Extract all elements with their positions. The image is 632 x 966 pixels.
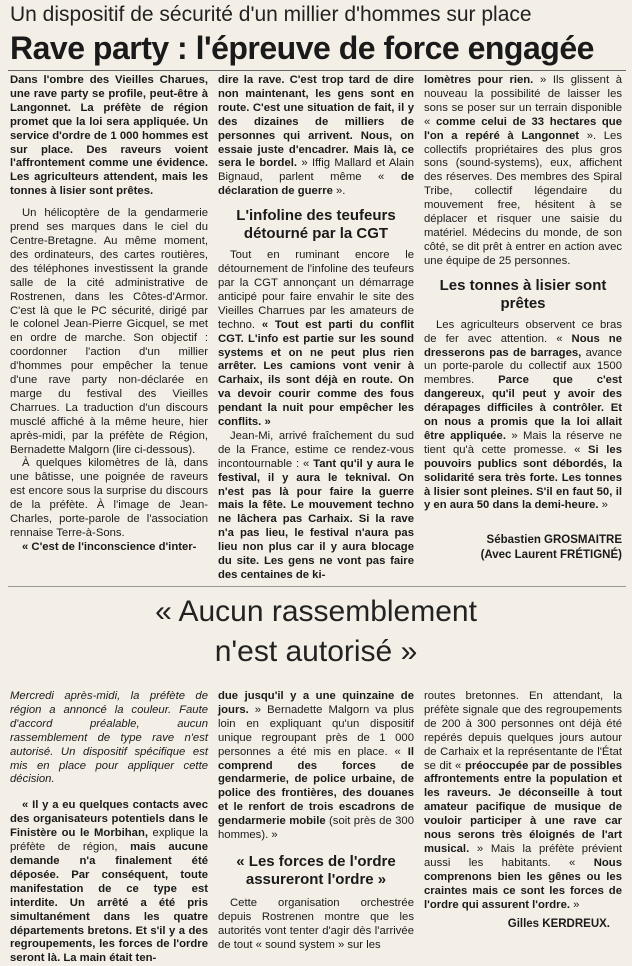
second-column-2 bbox=[218, 690, 414, 953]
article-paragraph: Cette organisation orchestrée depuis Rostrenen montre que les autorités vont tenter d'agir dès l'arrivée de tout « sound system » sur les bbox=[218, 896, 414, 951]
article-paragraph: due jusqu'il y a une quinzaine de jours. » Bernadette Malgorn va plus loin en expliquant qu'un dispositif unique regroupant près de 1 000 personnes a été mis en place. « Il comprend des forces de gendarmerie, de police urbaine, de police des frontières, des douanes et le renfort de trois escadrons de gendarmerie mobile (soit près de 300 hommes). » bbox=[218, 690, 414, 842]
headline-rule bbox=[8, 70, 626, 71]
article-paragraph: Les agriculteurs observent ce bras de fer avec attention. « Nous ne dresserons pas de barrages, avance un porte-parole du collectif aux 1500 membres. Parce que c'est dangereux, qu'il peut y avoir des dérapages difficiles à contrôler. Et on nous a promis que la loi allait être appliquée. » Mais la réserve ne tient qu'à cette promesse. « Si les pouvoirs publics sont débordés, la solidarité sera très forte. Les tonnes à lisier sont pleines. S'il en faut 50, il y en aura 50 dans la demi-heure. » bbox=[424, 318, 622, 512]
article-column-3 bbox=[424, 74, 622, 563]
second-column-1 bbox=[10, 690, 208, 966]
article-kicker: Un dispositif de sécurité d'un millier d'hommes sur place bbox=[10, 3, 532, 26]
article-coauthor: (Avec Laurent FRÉTIGNÉ) bbox=[480, 549, 622, 562]
article-paragraph: À quelques kilomètres de là, dans une bâtisse, une poignée de raveurs est encore sous la surprise du discours de la préfète. À l'image de Jean-Charles, porte-parole de l'association rennaise Terre-à-Sons. bbox=[10, 457, 208, 539]
article-paragraph: Tout en ruminant encore le détournement de l'infoline des teufeurs par la CGT annonçant un démarrage anticipé pour faire envahir le site des Vieilles Charrues par les amateurs de techno. « Tout est parti du conflit CGT. L'info est partie sur les sound systems et on ne peut plus rien arrêter. Les camions vont venir à Carhaix, ils sont déjà en route. On va devoir courir comme des fous pendant la nuit pour empêcher les conflits. » bbox=[218, 249, 414, 429]
article-subhead: Les tonnes à lisier sont prêtes bbox=[439, 276, 607, 312]
article-paragraph: Jean-Mi, arrivé fraîchement du sud de la France, estime ce rendez-vous incontournable : « Tant qu'il y aura le festival, il y aura le teknival. On n'est pas là pour faire la guerre mais la fête. Le mouvement techno ne lâchera pas Carhaix. Si la rave n'a pas lieu, le festival n'aura pas lieu non plus car il y aura blocage du site. Les gens ne vont pas faire des centaines de ki- bbox=[218, 429, 414, 581]
second-column-3 bbox=[424, 690, 622, 913]
article-paragraph: routes bretonnes. En attendant, la préfète signale que des regroupements de 200 à 300 personnes ont déjà été repérés depuis quelques jours autour de Carhaix et la représentante de l'État se dit « préoccupée par de possibles affrontements entre la population et les raveurs. Je déconseille à tout amateur pacifique de musique de vouloir participer à une rave car nous serons très éloignés de l'art musical. » Mais la préfète prévient aussi les habitants. « Nous comprenons bien les gênes ou les craintes mais ce sont les forces de l'ordre qui assurent l'ordre. » bbox=[424, 690, 623, 911]
article-headline: Rave party : l'épreuve de force engagée bbox=[10, 30, 594, 66]
second-intro: Mercredi après-midi, la préfète de région a annoncé la couleur. Faute d'accord préalable, aucun rassemblement de type rave n'est autorisé. Un dispositif spécifique est mis en place pour appliquer cette décision. bbox=[10, 690, 208, 786]
article-paragraph: lomètres pour rien. » Ils glissent à nouveau la possibilité de laisser les sons se poser sur un terrain disponible « comme celui de 33 hectares que l'on a repéré à Langonnet ». Les collectifs propriétaires des plus gros sons (sound-systems), eux, affichent des réserves. Des membres des Spiral Tribe, collectif légendaire du mouvement free, hésitent à se déplacer et risquer une saisie du matériel. Médecins du monde, de son côté, se dit prêt à entrer en action avec une équipe de 25 personnes. bbox=[424, 74, 622, 267]
article-paragraph: « C'est de l'inconscience d'inter- bbox=[22, 540, 197, 553]
section-divider bbox=[8, 586, 626, 587]
article-author: Sébastien GROSMAITRE bbox=[486, 534, 622, 547]
article-paragraph: « Il y a eu quelques contacts avec des organisateurs potentiels dans le Finistère ou le Morbihan, explique la préfète de région, mais aucune demande n'a finalement été déposée. Par conséquent, toute manifestation de ce type est interdite. Un arrêté a été pris simultanément dans les quatre départements bretons. Et s'il y a des regroupements, les forces de l'ordre seront là. La main était ten- bbox=[10, 799, 208, 965]
article-paragraph: dire la rave. C'est trop tard de dire non maintenant, les gens sont en route. C'est une situation de fait, il y des dizaines de milliers de personnes qui arrivent. Nous, on essaie juste d'encadrer. Mais là, ce sera le bordel. » Iffig Mallard et Alain Bignaud, parlent même « de déclaration de guerre ». bbox=[218, 74, 414, 198]
article-subhead: L'infoline des teufeurs détourné par la CGT bbox=[236, 207, 396, 243]
article-lead: Dans l'ombre des Vieilles Charues, une rave party se profile, peut-être à Langonnet. La préfète de région promet que la loi sera appliquée. Un service d'ordre de 1 000 hommes est sur place. Des raveurs voient l'affrontement comme une évidence. Les agriculteurs attendent, mais les tonnes à lisier sont prêtes. bbox=[10, 74, 208, 198]
article-column-2 bbox=[218, 74, 414, 583]
article-column-1 bbox=[10, 74, 208, 555]
article-paragraph: Un hélicoptère de la gendarmerie prend ses marques dans le ciel du Centre-Bretagne. Au même moment, des ordinateurs, des cartes routières, des téléphones investissent la grande salle de la cité administrative de Rostrenen, dans les Côtes-d'Armor. C'est là que le PC sécurité, dirigé par le colonel Jean-Pierre Gicquel, se met en ordre de marche. Son objectif : coordonner l'action d'un millier d'hommes pour empêcher la tenue d'une rave party non-déclarée en marge du festival des Vieilles Charrues. La traduction d'un discours musclé affiché à la même heure, hier après-midi, par la préfète de Région, Bernadette Malgorn (lire ci-dessous). bbox=[10, 207, 208, 456]
second-title-line-2: n'est autorisé » bbox=[214, 635, 418, 668]
second-article-title bbox=[0, 592, 632, 672]
second-subhead: « Les forces de l'ordre assureront l'ordre » bbox=[236, 852, 396, 888]
second-article-author: Gilles KERDREUX. bbox=[507, 918, 610, 930]
second-title-line-1: « Aucun rassemblement bbox=[155, 595, 477, 628]
